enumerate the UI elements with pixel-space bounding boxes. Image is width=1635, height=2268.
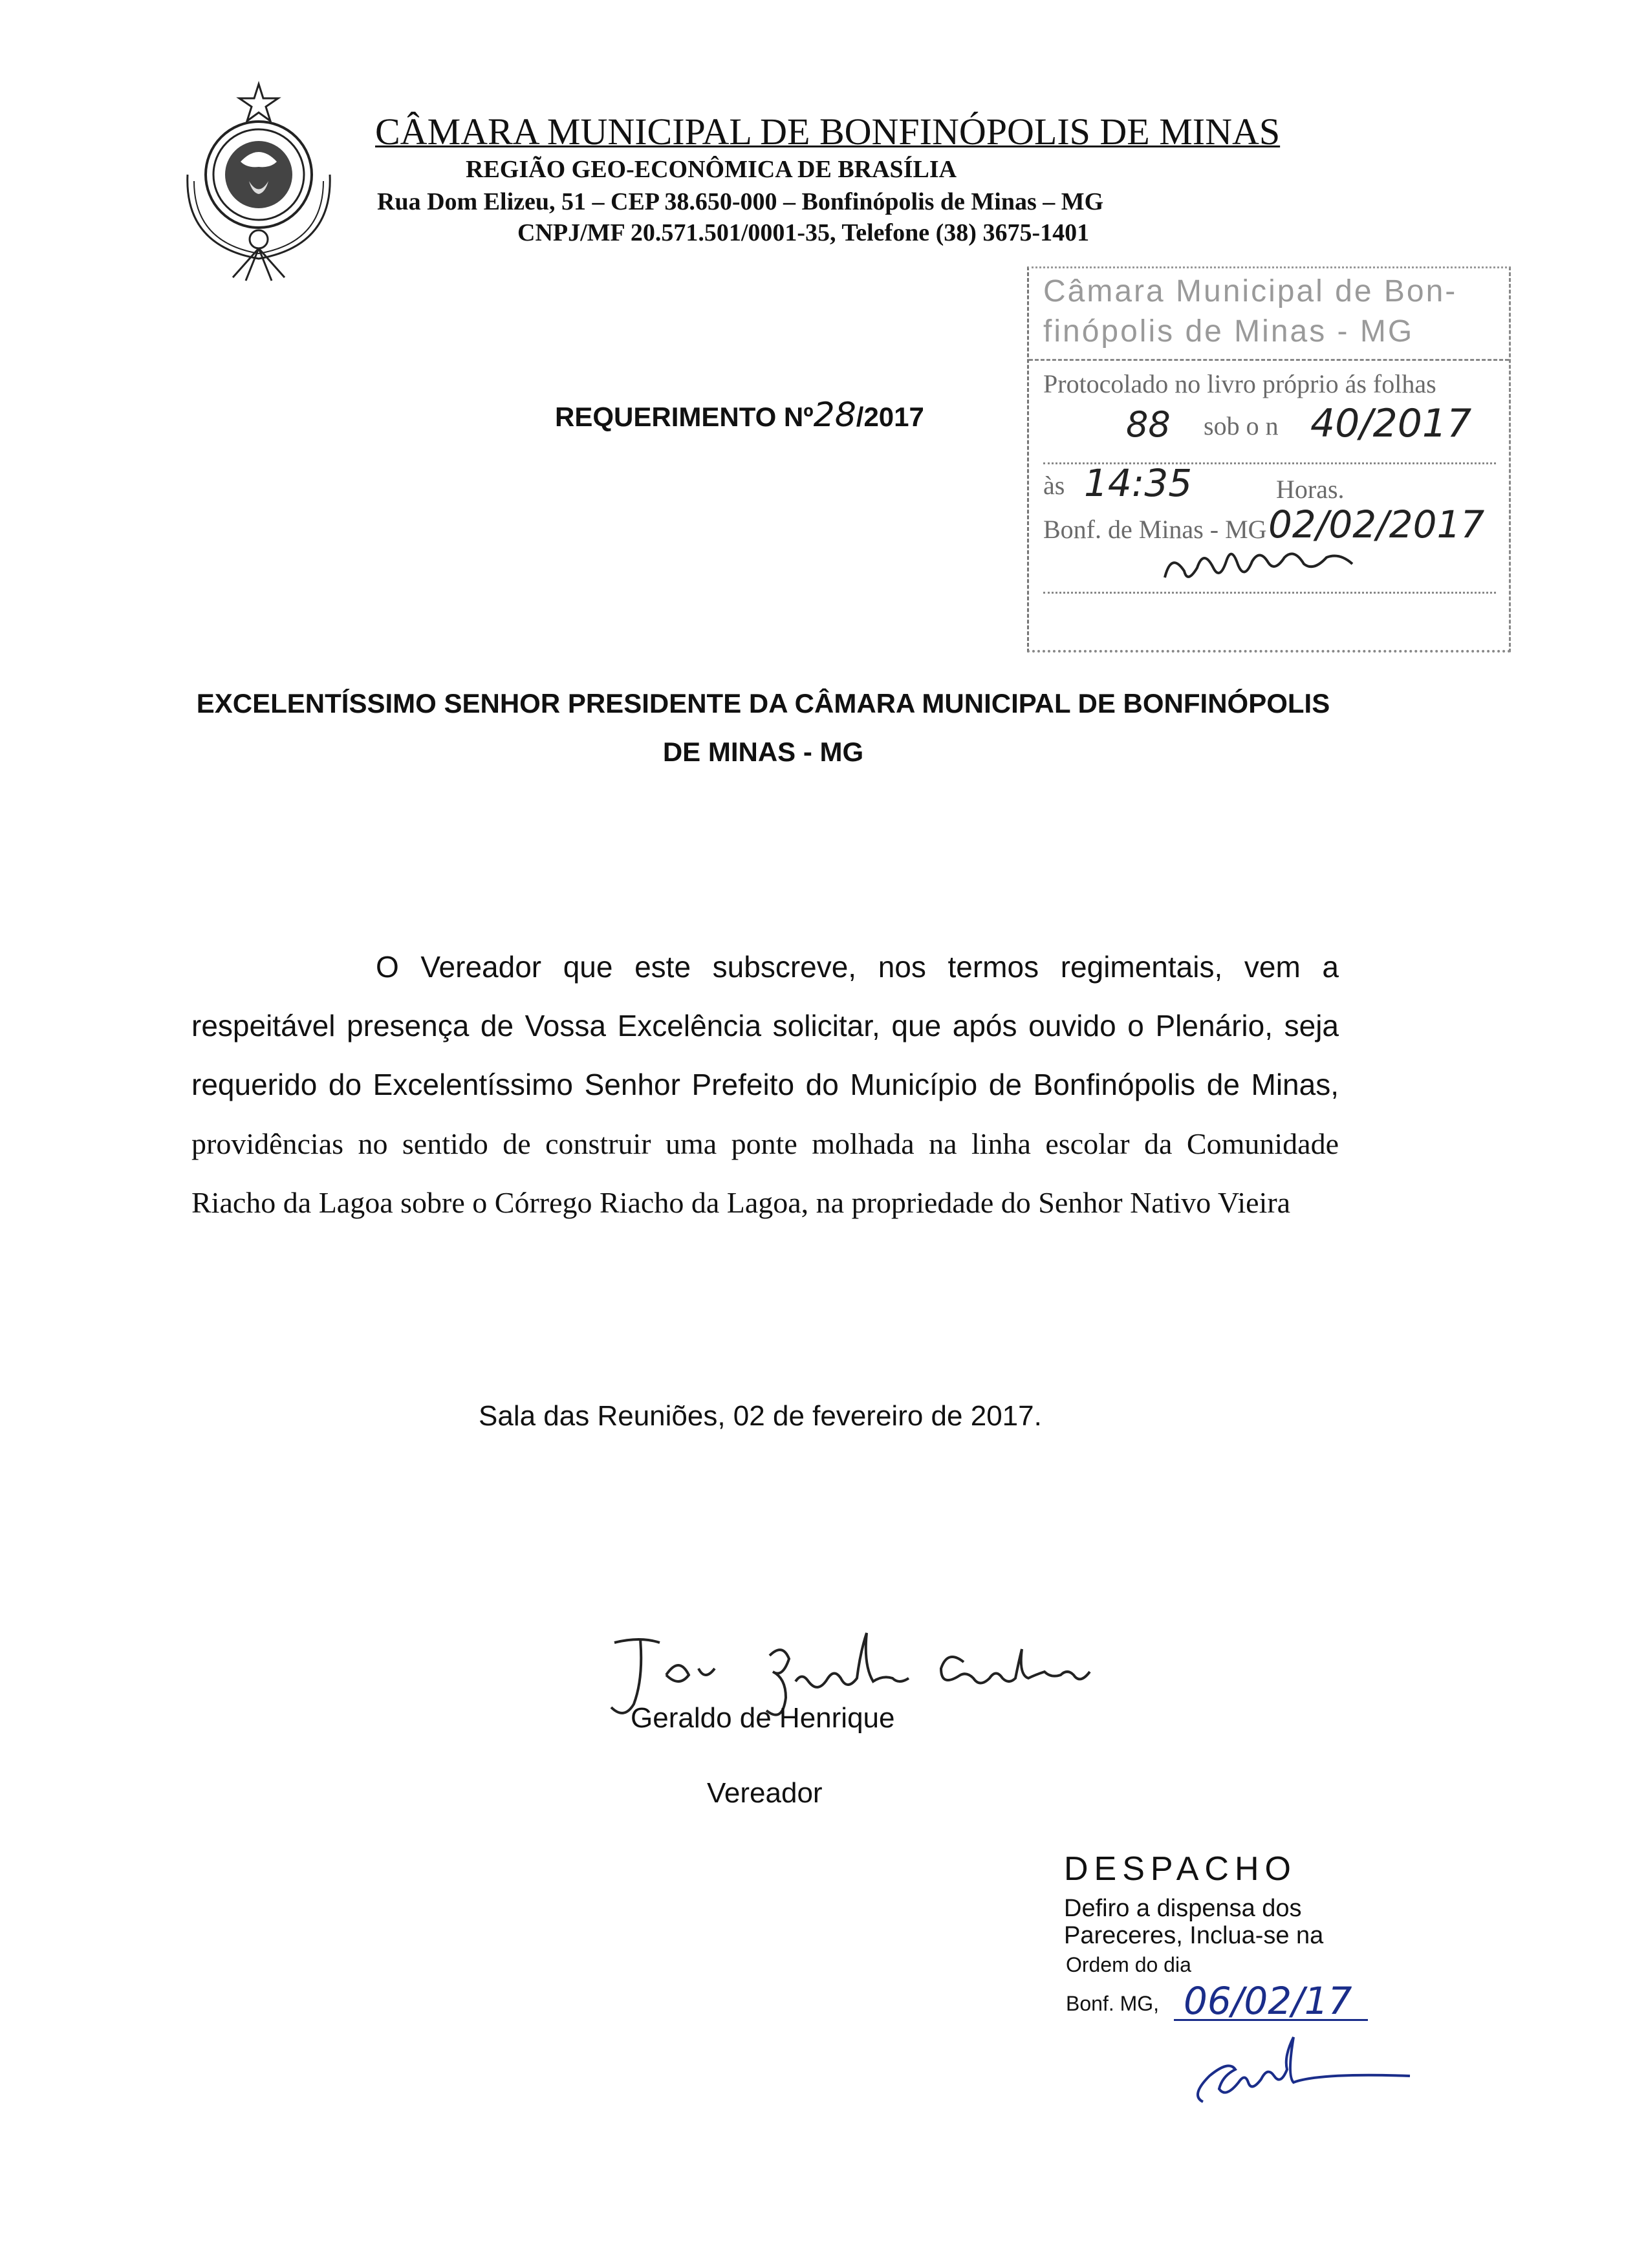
- stamp-sob-label: sob o n: [1204, 411, 1279, 440]
- stamp-org-line1: Câmara Municipal de Bon-: [1043, 274, 1458, 308]
- stamp-page-number: 88: [1126, 404, 1171, 445]
- despacho-title: DESPACHO: [1064, 1850, 1297, 1888]
- institution-region: REGIÃO GEO-ECONÔMICA DE BRASÍLIA: [466, 156, 957, 183]
- body-part-sans: O Vereador que este subscreve, nos termos regimentais, vem a respeitável presença de Vossa Excelência solicitar, que após ouvido o Plenário, seja requerido do Excelentíssimo Senhor Prefeito do Município de Bonfinópolis de Minas,: [191, 950, 1339, 1101]
- stamp-bottom-line: [1043, 592, 1496, 594]
- president-signature-icon: [1177, 2024, 1436, 2115]
- request-year: /2017: [856, 402, 924, 432]
- stamp-date: 02/02/2017: [1268, 502, 1485, 546]
- institution-cnpj-phone: CNPJ/MF 20.571.501/0001-35, Telefone (38) 3675-1401: [517, 219, 1090, 246]
- stamp-place-label: Bonf. de Minas - MG: [1043, 515, 1267, 544]
- institution-address: Rua Dom Elizeu, 51 – CEP 38.650-000 – Bonfinópolis de Minas – MG: [377, 188, 1104, 215]
- stamp-time: 14:35: [1084, 461, 1193, 505]
- stamp-as-label: às: [1043, 471, 1065, 500]
- request-number: 28: [813, 396, 856, 435]
- despacho-line1: Defiro a dispensa dos: [1064, 1895, 1302, 1922]
- place-date: Sala das Reuniões, 02 de fevereiro de 2017.: [479, 1400, 1042, 1432]
- stamp-book-number: 40/2017: [1310, 401, 1472, 446]
- despacho-line2: Pareceres, Inclua-se na: [1064, 1922, 1324, 1949]
- request-label: REQUERIMENTO Nº: [555, 402, 814, 432]
- stamp-signature-icon: [1158, 539, 1404, 597]
- addressee: [188, 679, 1339, 776]
- protocol-stamp: [1027, 266, 1511, 653]
- stamp-protocol-label: Protocolado no livro próprio ás folhas: [1043, 369, 1436, 398]
- despacho-underline: [1174, 2019, 1368, 2021]
- signer-role: Vereador: [707, 1777, 823, 1809]
- despacho-line3: Ordem do dia: [1066, 1953, 1191, 1976]
- stamp-horas-label: Horas.: [1276, 475, 1345, 504]
- municipal-coat-of-arms-icon: [168, 78, 349, 285]
- request-body: [191, 938, 1339, 1232]
- despacho-date: 06/02/17: [1184, 1979, 1352, 2023]
- addressee-line2: DE MINAS - MG: [662, 737, 864, 767]
- request-title: [555, 396, 924, 435]
- signer-name: Geraldo de Henrique: [631, 1702, 895, 1734]
- stamp-separator: [1029, 359, 1509, 361]
- addressee-line1: EXCELENTÍSSIMO SENHOR PRESIDENTE DA CÂMARA MUNICIPAL DE BONFINÓPOLIS: [196, 688, 1330, 718]
- stamp-org-line2: finópolis de Minas - MG: [1043, 314, 1414, 349]
- institution-title: CÂMARA MUNICIPAL DE BONFINÓPOLIS DE MINAS: [375, 111, 1281, 153]
- despacho-place: Bonf. MG,: [1066, 1992, 1160, 2015]
- body-part-serif: providências no sentido de construir uma ponte molhada na linha escolar da Comunidade Riacho da Lagoa sobre o Córrego Riacho da Lagoa, na propriedade do Senhor Nativo Vieira: [191, 1127, 1339, 1219]
